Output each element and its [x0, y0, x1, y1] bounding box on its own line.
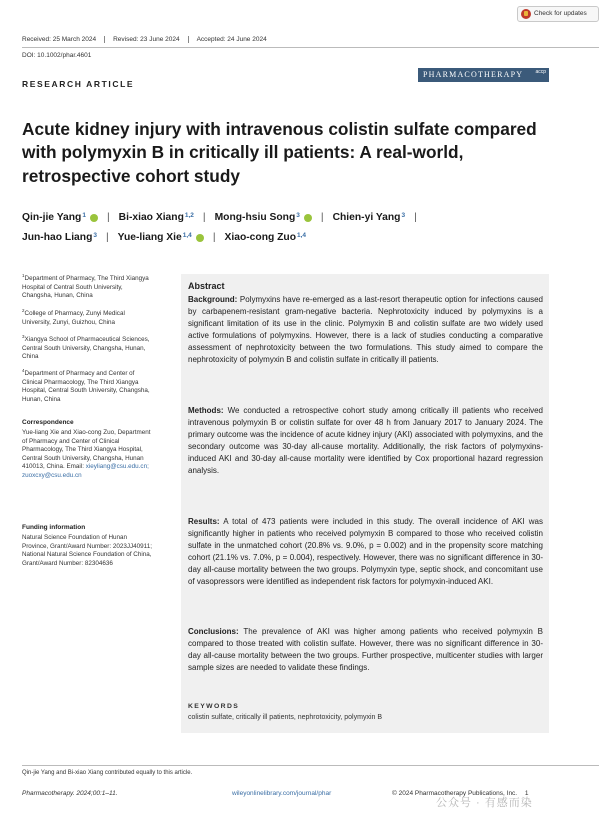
watermark: 公众号 · 有感而染 — [436, 797, 533, 809]
author-affil: 1,2 — [184, 212, 194, 219]
author-name[interactable]: Yue-liang Xie — [117, 232, 182, 243]
abstract-results — [188, 516, 543, 588]
author-name[interactable]: Xiao-cong Zuo — [224, 232, 297, 243]
accp-badge: accp — [535, 69, 546, 75]
author-name[interactable]: Chien-yi Yang — [332, 212, 401, 223]
affiliation-text: Department of Pharmacy, The Third Xiangya Hospital of Central South University, Changsha, Hunan, China — [22, 275, 149, 300]
author-name[interactable]: Bi-xiao Xiang — [118, 212, 184, 223]
abstract-background — [188, 294, 543, 366]
affiliation-number: 1 — [22, 273, 25, 278]
affiliation — [22, 272, 152, 301]
affiliation — [22, 367, 152, 404]
results-text: A total of 473 patients were included in this study. The overall incidence of AKI was significantly higher in patients who received polymyxin B compared to those who received colistin sulfate in the unmatched cohort (20.8% vs. 9.0%, p = 0.002) and in the propensity score matching cohort (21.1% vs. 7.0%, p = 0.004), respectively. However, there was no significant difference in 30-day all-cause mortality between the two groups. Polymyxin type, septic shock, and concomitant use of vasopressors were identified as independent risk factors for polymyxin-induced AKI. — [188, 517, 544, 587]
doi[interactable]: DOI: 10.1002/phar.4601 — [22, 52, 92, 59]
email-label: Email: — [66, 463, 84, 471]
authors-line-2 — [22, 232, 306, 243]
page-number: 1 — [524, 790, 529, 797]
methods-label: Methods: — [188, 406, 224, 415]
funding-heading: Funding information — [22, 524, 86, 531]
orcid-icon[interactable] — [196, 234, 204, 242]
author-affil: 1,4 — [182, 232, 192, 239]
keywords: colistin sulfate, critically ill patients, nephrotoxicity, polymyxin B — [188, 714, 383, 721]
authors-line-1 — [22, 212, 426, 223]
affiliation — [22, 333, 152, 362]
author-separator: | — [105, 232, 109, 243]
author-separator: | — [414, 212, 417, 223]
revised-date: Revised: 23 June 2024 — [104, 36, 188, 43]
author-affil: 3 — [296, 212, 300, 219]
background-label: Background: — [188, 295, 238, 304]
author-name[interactable]: Jun-hao Liang — [22, 232, 93, 243]
author-separator: | — [212, 232, 216, 243]
header-divider — [22, 47, 599, 48]
correspondence-heading: Correspondence — [22, 419, 74, 426]
check-for-updates-label: Check for updates — [534, 10, 587, 17]
crossmark-icon — [521, 9, 531, 19]
correspondence-email[interactable]: xieyliang@csu.edu.cn; zuoxcxy@csu.edu.cn — [22, 463, 149, 479]
orcid-icon[interactable] — [90, 214, 98, 222]
article-title: Acute kidney injury with intravenous colistin sulfate compared with polymyxin B in critically ill patients: A real-world, retrospective cohort study — [22, 119, 537, 186]
conclusions-label: Conclusions: — [188, 627, 239, 636]
affiliation-number: 3 — [22, 334, 25, 339]
abstract-heading: Abstract — [188, 281, 225, 291]
affiliation-text: Xiangya School of Pharmaceutical Sciences, Central South University, Changsha, Hunan, China — [22, 336, 150, 361]
affiliation-number: 2 — [22, 308, 25, 313]
author-name[interactable]: Qin-jie Yang — [22, 212, 82, 223]
orcid-icon[interactable] — [304, 214, 312, 222]
author-separator: | — [320, 212, 324, 223]
affiliation-number: 4 — [22, 368, 25, 373]
conclusions-text: The prevalence of AKI was higher among patients who received polymyxin B compared to those treated with colistin sulfate. However, there was no significant difference in 30-day all-cause mortality between the two groups. Further prospective, multicenter studies with larger sample sizes are needed to validate these findings. — [188, 627, 544, 673]
background-text: Polymyxins have re-emerged as a last-resort therapeutic option for infections caused by carbapenem-resistant gram-negative bacteria. Nephrotoxicity induced by polymyxins is a significant limitation of its use in the clinic. Polymyxin B and colistin sulfate are two widely used active formulations of polymyxins. However, there is a lack of studies conducting a comparative assessment of nephrotoxicity between the two formulations. This study aimed to compare the nephrotoxicity of polymyxin B and colistin sulfate in critically ill patients. — [188, 295, 543, 365]
affiliation — [22, 307, 152, 327]
received-date: Received: 25 March 2024 — [22, 36, 97, 43]
journal-url[interactable]: wileyonlinelibrary.com/journal/phar — [232, 790, 332, 797]
footer-divider — [22, 765, 599, 766]
keywords-heading: KEYWORDS — [188, 703, 240, 710]
methods-text: We conducted a retrospective cohort study among critically ill patients who received intravenous polymyxin B or colistin sulfate for over 48 h from January 2017 to January 2024. The primary outcome was the incidence of acute kidney injury (AKI) associated with polymyxins, and the secondary outcome was 30-day all-cause mortality. Additionally, the risk factors of polymyxins-induced AKI and 30-day all-cause mortality were identified by Cox proportional hazard regression analysis. — [188, 406, 543, 476]
author-affil: 1,4 — [297, 232, 307, 239]
journal-logo — [418, 68, 549, 82]
article-dates — [22, 36, 275, 43]
affiliation-text: Department of Pharmacy and Center of Clinical Pharmacology, The Third Xiangya Hospital, Central South University, Changsha, Hunan, China — [22, 370, 150, 403]
author-separator: | — [202, 212, 206, 223]
author-name[interactable]: Mong-hsiu Song — [214, 212, 296, 223]
author-affil: 3 — [401, 212, 406, 219]
abstract-methods — [188, 405, 543, 477]
section-label: RESEARCH ARTICLE — [22, 79, 135, 89]
correspondence-body: Yue-liang Xie and Xiao-cong Zuo, Department of Pharmacy and Center of Clinical Pharmacology, The Third Xiangya Hospital, Central South University, Changsha, Hunan 410013, China. — [22, 429, 151, 471]
journal-logo-text: PHARMACOTHERAPY — [423, 70, 524, 79]
author-affil: 1 — [82, 212, 86, 219]
results-label: Results: — [188, 517, 220, 526]
author-separator: | — [106, 212, 110, 223]
citation: Pharmacotherapy. 2024;00:1–11. — [22, 790, 118, 797]
check-for-updates-badge[interactable] — [517, 6, 599, 22]
author-affil: 3 — [93, 232, 97, 239]
accepted-date: Accepted: 24 June 2024 — [188, 36, 275, 43]
funding-text: Natural Science Foundation of Hunan Province, Grant/Award Number: 2023JJ40911; National Natural Science Foundation of China, Grant/Award Number: 82304636 — [22, 534, 152, 567]
correspondence-text — [22, 429, 152, 481]
copyright-text: © 2024 Pharmacotherapy Publications, Inc. — [392, 790, 518, 797]
equal-contribution-note: Qin-jie Yang and Bi-xiao Xiang contributed equally to this article. — [22, 770, 193, 776]
abstract-conclusions — [188, 626, 543, 674]
affiliation-text: College of Pharmacy, Zunyi Medical University, Zunyi, Guizhou, China — [22, 310, 125, 326]
